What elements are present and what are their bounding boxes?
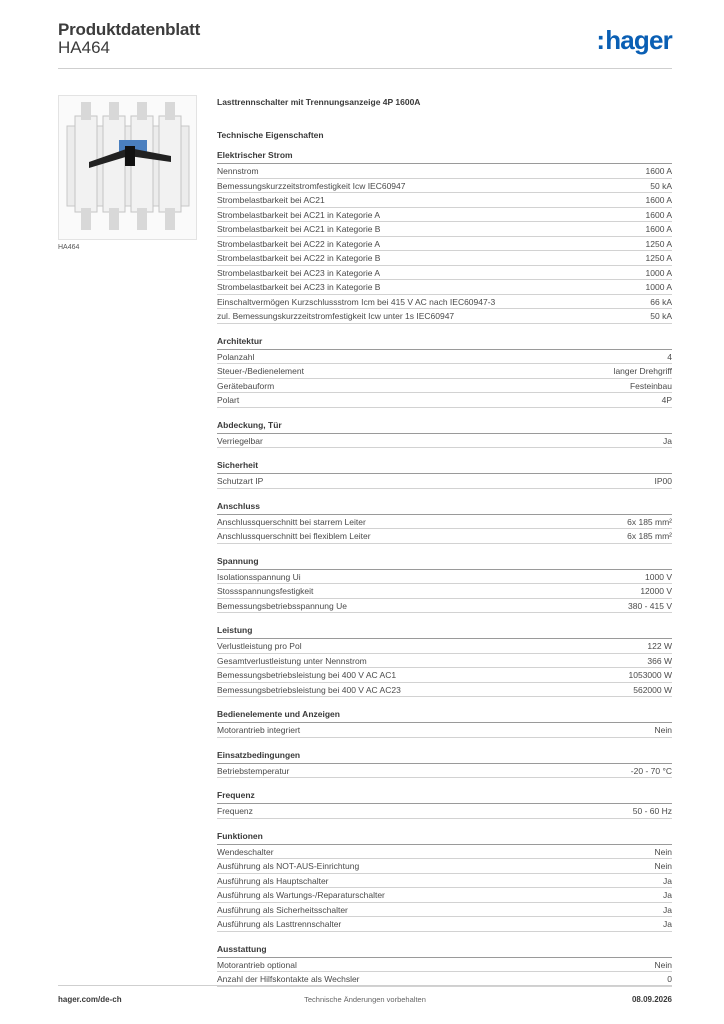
- logo-dots: :: [596, 25, 605, 55]
- section-title: Technische Eigenschaften: [217, 130, 324, 140]
- spec-value: 6x 185 mm²: [627, 516, 672, 527]
- spec-row: [217, 639, 672, 654]
- spec-group-title: Elektrischer Strom: [217, 147, 672, 164]
- footer-date: 08.09.2026: [631, 995, 672, 1004]
- spec-value: 1250 A: [645, 238, 672, 249]
- page-header: [58, 20, 672, 68]
- header-divider: [58, 68, 672, 69]
- spec-row: [217, 874, 672, 889]
- spec-label: zul. Bemessungskurzzeitstromfestigkeit Icw unter 1s IEC60947: [217, 311, 455, 321]
- spec-value: Ja: [663, 904, 672, 915]
- spec-row: [217, 888, 672, 903]
- spec-group-title: Frequenz: [217, 787, 672, 804]
- spec-label: Steuer-/Bedienelement: [217, 366, 304, 376]
- spec-label: Strombelastbarkeit bei AC22 in Kategorie A: [217, 238, 381, 249]
- spec-label: Motorantrieb integriert: [217, 725, 301, 735]
- spec-label: Stossspannungsfestigkeit: [217, 586, 314, 596]
- spec-value: Festeinbau: [629, 380, 672, 391]
- spec-value: langer Drehgriff: [613, 366, 672, 376]
- spec-group-title: Bedienelemente und Anzeigen: [217, 706, 672, 723]
- spec-group-title: Architektur: [217, 333, 672, 350]
- spec-row: [217, 164, 672, 179]
- spec-row: [217, 529, 672, 544]
- spec-label: Anzahl der Hilfskontakte als Wechsler: [217, 974, 360, 984]
- spec-label: Anschlussquerschnitt bei flexiblem Leiter: [217, 531, 371, 541]
- spec-label: Gerätebauform: [217, 380, 275, 391]
- spec-label: Betriebstemperatur: [217, 765, 290, 776]
- footer-note: Technische Änderungen vorbehalten: [304, 995, 426, 1004]
- spec-value: Nein: [654, 959, 672, 970]
- image-caption: HA464: [58, 244, 80, 251]
- spec-value: 366 W: [647, 655, 672, 666]
- spec-value: 1600 A: [645, 209, 672, 220]
- spec-row: [217, 903, 672, 918]
- spec-label: Strombelastbarkeit bei AC21 in Kategorie A: [217, 209, 381, 220]
- spec-label: Bemessungsbetriebsleistung bei 400 V AC AC1: [217, 670, 397, 680]
- spec-label: Ausführung als Hauptschalter: [217, 875, 329, 886]
- spec-value: 12000 V: [640, 586, 672, 596]
- page-footer: [58, 995, 672, 1009]
- product-code: HA464: [58, 38, 110, 57]
- spec-value: 50 kA: [650, 180, 672, 191]
- spec-row: [217, 350, 672, 365]
- spec-label: Einschaltvermögen Kurzschlussstrom Icm bei 415 V AC nach IEC60947-3: [217, 296, 496, 307]
- spec-row: [217, 193, 672, 208]
- spec-row: [217, 364, 672, 379]
- document-title: Produktdatenblatt: [58, 20, 201, 39]
- spec-value: 6x 185 mm²: [627, 531, 672, 541]
- spec-label: Strombelastbarkeit bei AC23 in Kategorie B: [217, 282, 381, 292]
- spec-label: Polanzahl: [217, 351, 255, 362]
- spec-label: Ausführung als Sicherheitsschalter: [217, 904, 348, 915]
- spec-label: Bemessungskurzzeitstromfestigkeit Icw IEC60947: [217, 180, 406, 191]
- spec-group-title: Ausstattung: [217, 941, 672, 958]
- spec-row: [217, 266, 672, 281]
- spec-row: [217, 179, 672, 194]
- spec-row: [217, 654, 672, 669]
- spec-row: [217, 723, 672, 738]
- spec-group-title: Anschluss: [217, 498, 672, 515]
- spec-group-title: Einsatzbedingungen: [217, 747, 672, 764]
- spec-value: Nein: [654, 861, 672, 871]
- spec-row: [217, 859, 672, 874]
- spec-groups: [217, 147, 672, 987]
- spec-label: Polart: [217, 395, 240, 405]
- spec-label: Anschlussquerschnitt bei starrem Leiter: [217, 516, 366, 527]
- spec-label: Ausführung als NOT-AUS-Einrichtung: [217, 861, 360, 871]
- spec-label: Strombelastbarkeit bei AC21 in Kategorie B: [217, 224, 381, 234]
- spec-value: 1053000 W: [628, 670, 672, 680]
- spec-value: 1000 A: [645, 282, 672, 292]
- spec-value: 380 - 415 V: [628, 600, 672, 611]
- spec-row: [217, 845, 672, 860]
- spec-row: [217, 917, 672, 932]
- spec-label: Ausführung als Lasttrennschalter: [217, 919, 342, 929]
- spec-row: [217, 309, 672, 324]
- spec-label: Gesamtverlustleistung unter Nennstrom: [217, 655, 367, 666]
- spec-value: 1000 A: [645, 267, 672, 278]
- spec-row: [217, 222, 672, 237]
- spec-value: 1600 A: [645, 195, 672, 205]
- spec-value: 122 W: [647, 641, 672, 651]
- spec-label: Frequenz: [217, 806, 253, 816]
- spec-value: 1000 V: [645, 571, 672, 582]
- spec-row: [217, 208, 672, 223]
- spec-label: Motorantrieb optional: [217, 959, 297, 970]
- spec-value: 66 kA: [650, 296, 672, 307]
- product-image: [58, 95, 197, 240]
- spec-label: Verlustleistung pro Pol: [217, 641, 302, 651]
- spec-row: [217, 474, 672, 489]
- spec-label: Strombelastbarkeit bei AC21: [217, 195, 325, 205]
- spec-row: [217, 958, 672, 973]
- product-title: Lasttrennschalter mit Trennungsanzeige 4P 1600A: [217, 97, 421, 107]
- spec-row: [217, 570, 672, 585]
- spec-value: 562000 W: [633, 684, 672, 695]
- hager-logo[interactable]: [596, 26, 672, 54]
- spec-row: [217, 237, 672, 252]
- spec-row: [217, 584, 672, 599]
- spec-value: Ja: [663, 890, 672, 900]
- spec-group-title: Sicherheit: [217, 457, 672, 474]
- spec-row: [217, 251, 672, 266]
- spec-value: 1600 A: [645, 224, 672, 234]
- spec-row: [217, 764, 672, 779]
- spec-label: Strombelastbarkeit bei AC23 in Kategorie A: [217, 267, 381, 278]
- spec-row: [217, 683, 672, 698]
- spec-row: [217, 393, 672, 408]
- spec-row: [217, 804, 672, 819]
- spec-group-title: Spannung: [217, 553, 672, 570]
- spec-label: Nennstrom: [217, 166, 259, 176]
- spec-row: [217, 295, 672, 310]
- spec-value: 4P: [661, 395, 672, 405]
- footer-website-link[interactable]: hager.com/de-ch: [58, 995, 122, 1004]
- spec-content: [217, 95, 672, 987]
- load-switch-image: [59, 96, 196, 239]
- spec-group-title: Abdeckung, Tür: [217, 417, 672, 434]
- spec-label: Bemessungsbetriebsleistung bei 400 V AC AC23: [217, 684, 401, 695]
- logo-text: hager: [605, 25, 672, 55]
- spec-value: Nein: [654, 725, 672, 735]
- spec-label: Isolationsspannung Ui: [217, 571, 301, 582]
- spec-group-title: Leistung: [217, 622, 672, 639]
- spec-value: Ja: [663, 875, 672, 886]
- spec-value: -20 - 70 °C: [630, 765, 672, 776]
- spec-row: [217, 515, 672, 530]
- spec-value: 1250 A: [645, 253, 672, 263]
- spec-value: Nein: [654, 846, 672, 857]
- spec-value: Ja: [663, 919, 672, 929]
- spec-label: Wendeschalter: [217, 846, 274, 857]
- spec-row: [217, 379, 672, 394]
- spec-row: [217, 599, 672, 614]
- spec-group-title: Funktionen: [217, 828, 672, 845]
- spec-value: 1600 A: [645, 166, 672, 176]
- spec-label: Bemessungsbetriebsspannung Ue: [217, 600, 347, 611]
- spec-label: Verriegelbar: [217, 435, 263, 446]
- spec-value: IP00: [654, 476, 672, 486]
- spec-value: 50 - 60 Hz: [632, 806, 672, 816]
- spec-label: Ausführung als Wartungs-/Reparaturschalter: [217, 890, 385, 900]
- spec-value: 4: [667, 351, 672, 362]
- spec-label: Schutzart IP: [217, 476, 264, 486]
- spec-value: Ja: [663, 435, 672, 446]
- spec-row: [217, 434, 672, 449]
- footer-divider: [58, 985, 672, 986]
- spec-value: 50 kA: [650, 311, 672, 321]
- spec-row: [217, 280, 672, 295]
- spec-label: Strombelastbarkeit bei AC22 in Kategorie B: [217, 253, 381, 263]
- spec-row: [217, 668, 672, 683]
- spec-value: 0: [667, 974, 672, 984]
